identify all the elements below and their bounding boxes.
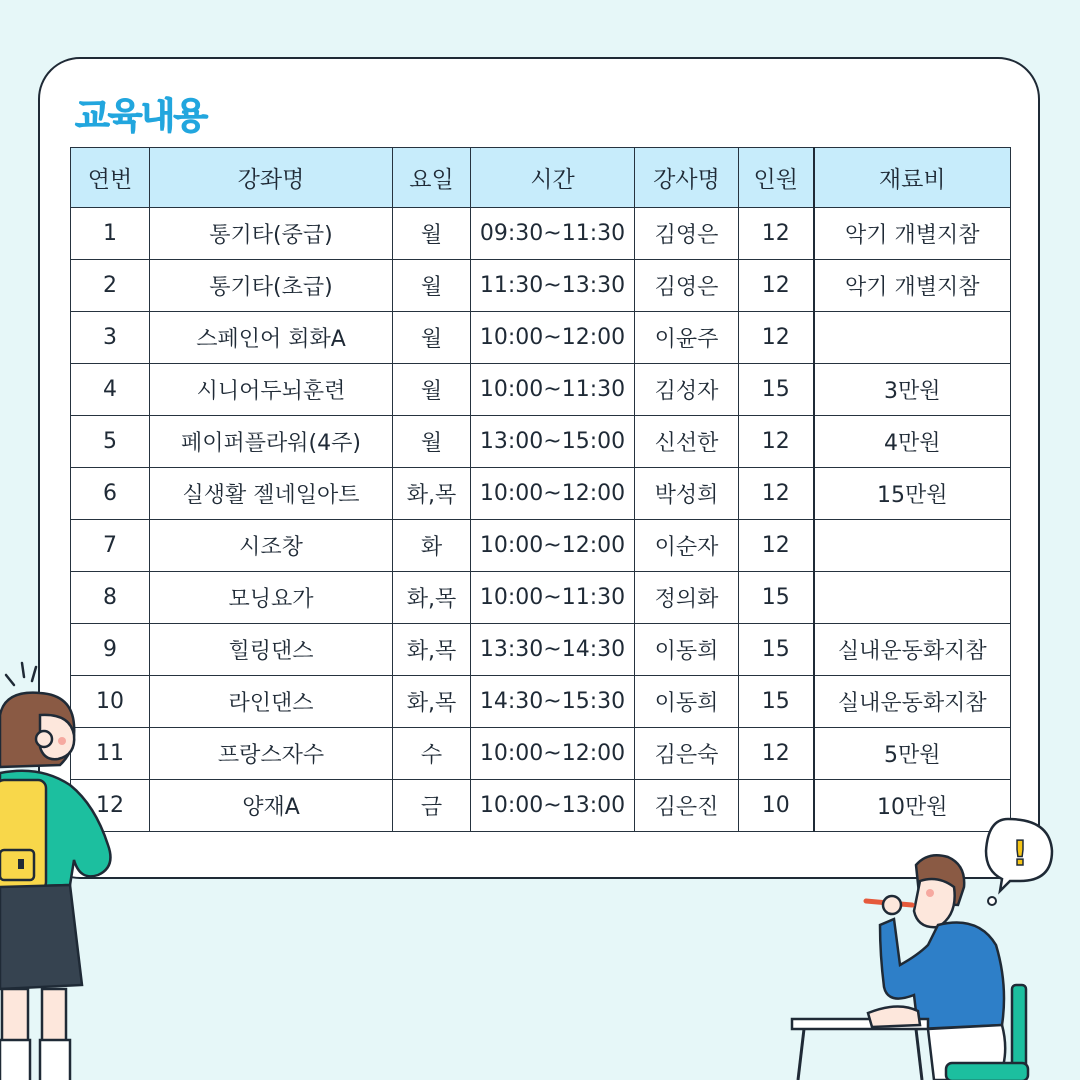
material-fee-cell: 4만원 <box>814 416 1011 468</box>
material-fee-cell <box>814 312 1011 364</box>
row-number-cell: 11 <box>71 728 150 780</box>
day-cell: 화,목 <box>393 624 471 676</box>
time-cell: 14:30~15:30 <box>471 676 635 728</box>
header-cell: 재료비 <box>814 148 1011 208</box>
girl-with-backpack-illustration <box>0 655 125 1080</box>
instructor-cell: 김성자 <box>635 364 739 416</box>
time-cell: 10:00~12:00 <box>471 312 635 364</box>
course-name-cell: 시조창 <box>150 520 393 572</box>
capacity-cell: 10 <box>739 780 814 832</box>
table-row <box>71 624 1011 676</box>
day-cell: 월 <box>393 208 471 260</box>
day-cell: 월 <box>393 260 471 312</box>
instructor-cell: 김영은 <box>635 260 739 312</box>
time-cell: 10:00~11:30 <box>471 364 635 416</box>
instructor-cell: 신선한 <box>635 416 739 468</box>
capacity-cell: 15 <box>739 624 814 676</box>
header-cell: 연번 <box>71 148 150 208</box>
course-name-cell: 라인댄스 <box>150 676 393 728</box>
time-cell: 10:00~13:00 <box>471 780 635 832</box>
row-number-cell: 3 <box>71 312 150 364</box>
instructor-cell: 정의화 <box>635 572 739 624</box>
table-row <box>71 572 1011 624</box>
row-number-cell: 7 <box>71 520 150 572</box>
row-number-cell: 10 <box>71 676 150 728</box>
course-name-cell: 페이퍼플라워(4주) <box>150 416 393 468</box>
material-fee-cell: 15만원 <box>814 468 1011 520</box>
instructor-cell: 이윤주 <box>635 312 739 364</box>
course-name-cell: 통기타(중급) <box>150 208 393 260</box>
student-at-desk-illustration <box>788 815 1080 1080</box>
material-fee-cell: 실내운동화지참 <box>814 624 1011 676</box>
row-number-cell: 4 <box>71 364 150 416</box>
time-cell: 10:00~12:00 <box>471 520 635 572</box>
table-row <box>71 260 1011 312</box>
instructor-cell: 김은숙 <box>635 728 739 780</box>
course-name-cell: 프랑스자수 <box>150 728 393 780</box>
time-cell: 10:00~12:00 <box>471 728 635 780</box>
row-number-cell: 8 <box>71 572 150 624</box>
table-row <box>71 520 1011 572</box>
day-cell: 월 <box>393 312 471 364</box>
row-number-cell: 5 <box>71 416 150 468</box>
table-row <box>71 364 1011 416</box>
day-cell: 화,목 <box>393 676 471 728</box>
capacity-cell: 15 <box>739 572 814 624</box>
row-number-cell: 1 <box>71 208 150 260</box>
material-fee-cell: 실내운동화지참 <box>814 676 1011 728</box>
material-fee-cell: 악기 개별지참 <box>814 208 1011 260</box>
capacity-cell: 12 <box>739 468 814 520</box>
capacity-cell: 12 <box>739 520 814 572</box>
table-row <box>71 468 1011 520</box>
course-name-cell: 모닝요가 <box>150 572 393 624</box>
instructor-cell: 이동희 <box>635 624 739 676</box>
instructor-cell: 이순자 <box>635 520 739 572</box>
header-cell: 요일 <box>393 148 471 208</box>
table-row <box>71 416 1011 468</box>
header-cell: 시간 <box>471 148 635 208</box>
instructor-cell: 김영은 <box>635 208 739 260</box>
material-fee-cell: 10만원 <box>814 780 1011 832</box>
time-cell: 10:00~11:30 <box>471 572 635 624</box>
course-name-cell: 통기타(초급) <box>150 260 393 312</box>
capacity-cell: 12 <box>739 728 814 780</box>
row-number-cell: 12 <box>71 780 150 832</box>
capacity-cell: 12 <box>739 312 814 364</box>
material-fee-cell: 악기 개별지참 <box>814 260 1011 312</box>
capacity-cell: 12 <box>739 260 814 312</box>
table-row <box>71 208 1011 260</box>
material-fee-cell <box>814 572 1011 624</box>
section-title: 교육내용 <box>75 96 207 137</box>
exclamation-mark: ! <box>1012 834 1028 874</box>
time-cell: 13:30~14:30 <box>471 624 635 676</box>
instructor-cell: 박성희 <box>635 468 739 520</box>
table-header-row <box>71 148 1011 208</box>
course-name-cell: 양재A <box>150 780 393 832</box>
course-name-cell: 시니어두뇌훈련 <box>150 364 393 416</box>
day-cell: 월 <box>393 364 471 416</box>
table-row <box>71 728 1011 780</box>
time-cell: 11:30~13:30 <box>471 260 635 312</box>
instructor-cell: 김은진 <box>635 780 739 832</box>
course-name-cell: 스페인어 회화A <box>150 312 393 364</box>
course-name-cell: 실생활 젤네일아트 <box>150 468 393 520</box>
course-name-cell: 힐링댄스 <box>150 624 393 676</box>
day-cell: 금 <box>393 780 471 832</box>
row-number-cell: 6 <box>71 468 150 520</box>
time-cell: 13:00~15:00 <box>471 416 635 468</box>
capacity-cell: 15 <box>739 676 814 728</box>
table-row <box>71 676 1011 728</box>
day-cell: 화,목 <box>393 468 471 520</box>
table-row <box>71 312 1011 364</box>
day-cell: 화,목 <box>393 572 471 624</box>
header-cell: 강사명 <box>635 148 739 208</box>
day-cell: 수 <box>393 728 471 780</box>
time-cell: 09:30~11:30 <box>471 208 635 260</box>
course-schedule-table <box>70 147 1011 832</box>
header-cell: 인원 <box>739 148 814 208</box>
material-fee-cell: 3만원 <box>814 364 1011 416</box>
header-cell: 강좌명 <box>150 148 393 208</box>
material-fee-cell: 5만원 <box>814 728 1011 780</box>
capacity-cell: 15 <box>739 364 814 416</box>
capacity-cell: 12 <box>739 416 814 468</box>
row-number-cell: 2 <box>71 260 150 312</box>
row-number-cell: 9 <box>71 624 150 676</box>
material-fee-cell <box>814 520 1011 572</box>
capacity-cell: 12 <box>739 208 814 260</box>
time-cell: 10:00~12:00 <box>471 468 635 520</box>
day-cell: 화 <box>393 520 471 572</box>
day-cell: 월 <box>393 416 471 468</box>
instructor-cell: 이동희 <box>635 676 739 728</box>
